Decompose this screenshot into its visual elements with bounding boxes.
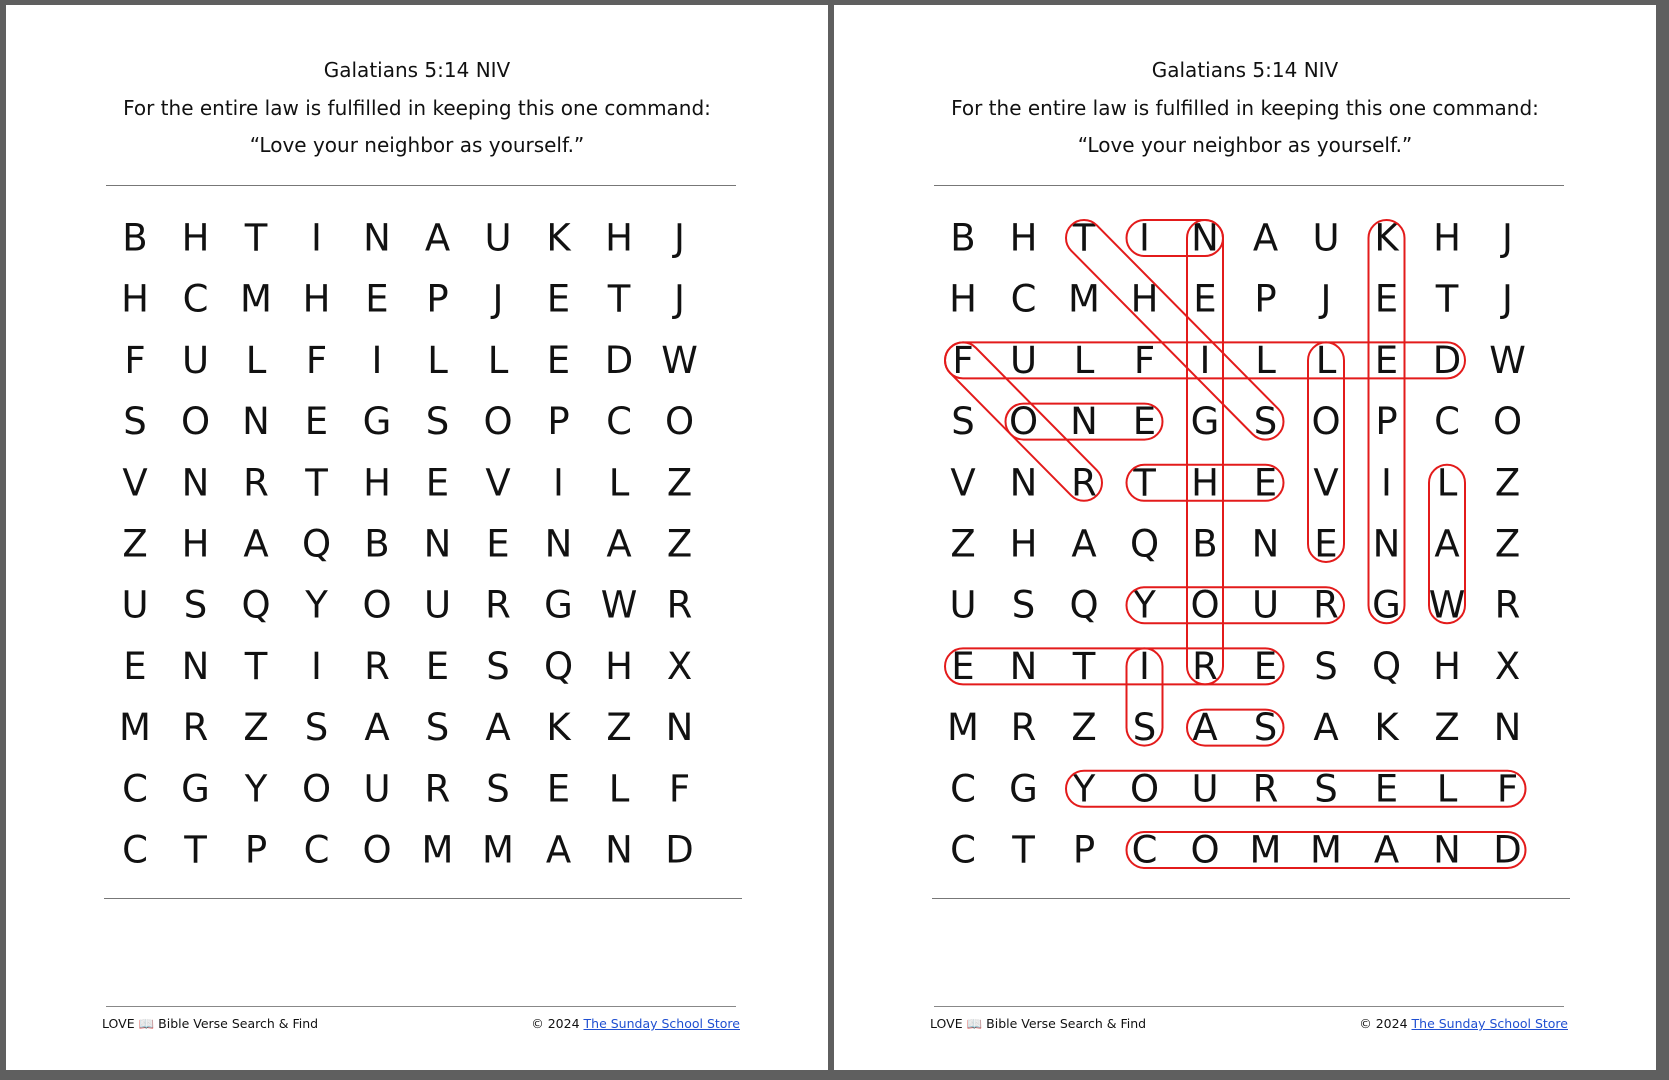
grid-letter: B	[122, 216, 148, 260]
grid-letter: O	[362, 583, 392, 627]
grid-letter: U	[1191, 767, 1219, 811]
grid-letter: G	[1372, 583, 1401, 627]
grid-letter: Y	[244, 767, 268, 811]
grid-letter: B	[1192, 522, 1218, 566]
grid-letter: H	[1009, 216, 1038, 260]
grid-letter: R	[424, 767, 451, 811]
grid-letter: H	[302, 277, 331, 321]
grid-letter: W	[600, 583, 638, 627]
grid-letter: N	[1070, 400, 1098, 444]
grid-letter: M	[1249, 828, 1282, 872]
grid-letter: G	[362, 400, 392, 444]
grid-letter: H	[949, 277, 977, 321]
grid-letter: R	[364, 644, 390, 688]
footer-title	[102, 1016, 318, 1032]
grid-letter: N	[181, 461, 210, 505]
grid-letter: C	[1010, 277, 1037, 321]
grid-letter: I	[1139, 216, 1150, 260]
grid-letter: Q	[1371, 644, 1402, 688]
grid-letter: N	[1251, 522, 1280, 566]
grid-letter: Z	[1494, 522, 1521, 566]
book-icon: 📖	[138, 1016, 155, 1031]
grid-letter: W	[661, 338, 698, 382]
grid-letter: E	[304, 400, 329, 444]
grid-letter: D	[1432, 338, 1462, 382]
grid-letter: G	[181, 767, 210, 811]
grid-letter: Q	[241, 583, 271, 627]
grid-letter: H	[1191, 461, 1219, 505]
grid-letter: N	[363, 216, 391, 260]
grid-letter: O	[1492, 400, 1523, 444]
grid-letter: S	[1011, 583, 1036, 627]
grid-letter: F	[305, 338, 328, 382]
grid-letter: L	[427, 338, 448, 382]
grid-letter: J	[674, 277, 685, 321]
grid-letter: R	[1071, 461, 1097, 505]
grid-letter: L	[608, 767, 630, 811]
footer-title-suffix: Bible Verse Search & Find	[986, 1016, 1147, 1031]
verse-text-line-1: For the entire law is fulfilled in keeping this one command:	[951, 96, 1539, 120]
grid-letter: I	[311, 216, 322, 260]
grid-letter: V	[122, 461, 148, 505]
bottom-divider	[104, 898, 742, 899]
footer-title-prefix: LOVE	[930, 1016, 963, 1031]
grid-letter: S	[1253, 400, 1278, 444]
footer-title-suffix: Bible Verse Search & Find	[158, 1016, 319, 1031]
grid-letter: N	[1433, 828, 1461, 872]
answer-grid	[834, 5, 1656, 1070]
grid-letter: A	[1313, 706, 1339, 750]
grid-letter: C	[950, 828, 976, 872]
grid-letter: F	[124, 338, 146, 382]
grid-letter: O	[301, 767, 332, 811]
grid-letter: R	[1313, 583, 1339, 627]
grid-letter: U	[1312, 216, 1340, 260]
grid-letter: G	[544, 583, 573, 627]
grid-letter: N	[423, 522, 452, 566]
puzzle-page	[6, 5, 828, 1070]
grid-letter: U	[363, 767, 391, 811]
grid-letter: E	[486, 522, 510, 566]
grid-letter: D	[665, 828, 694, 872]
grid-letter: M	[421, 828, 454, 872]
grid-letter: M	[1068, 277, 1100, 321]
grid-letter: C	[303, 828, 330, 872]
grid-letter: Z	[950, 522, 976, 566]
grid-letter: N	[544, 522, 573, 566]
grid-letter: E	[951, 644, 975, 688]
grid-letter: U	[121, 583, 149, 627]
grid-letter: A	[485, 706, 511, 750]
grid-letter: E	[123, 644, 147, 688]
grid-letter: E	[365, 277, 389, 321]
grid-letter: L	[1436, 461, 1458, 505]
verse-text-line-1: For the entire law is fulfilled in keeping this one command:	[123, 96, 711, 120]
grid-letter: H	[121, 277, 149, 321]
answer-highlight-entire	[945, 648, 1284, 684]
grid-letter: H	[1130, 277, 1159, 321]
grid-letter: F	[952, 338, 974, 382]
grid-letter: E	[1253, 644, 1278, 688]
grid-letter: V	[950, 461, 976, 505]
grid-letter: R	[485, 583, 511, 627]
grid-letter: C	[1434, 400, 1460, 444]
bottom-divider	[932, 898, 1570, 899]
grid-letter: X	[666, 644, 693, 688]
grid-letter: E	[1314, 522, 1338, 566]
grid-letter: R	[182, 706, 209, 750]
grid-letter: P	[426, 277, 449, 321]
verse-reference: Galatians 5:14 NIV	[1151, 58, 1339, 82]
grid-letter: N	[242, 400, 270, 444]
grid-letter: L	[1073, 338, 1095, 382]
grid-letter: Z	[1434, 706, 1460, 750]
grid-letter: L	[487, 338, 509, 382]
grid-letter: T	[244, 644, 268, 688]
grid-letter: Z	[666, 522, 693, 566]
grid-letter: H	[181, 522, 210, 566]
grid-letter: O	[664, 400, 695, 444]
grid-letter: T	[1012, 828, 1035, 872]
grid-letter: R	[1192, 644, 1218, 688]
grid-letter: D	[1493, 828, 1522, 872]
grid-letter: J	[1320, 277, 1332, 321]
grid-letter: C	[182, 277, 209, 321]
grid-letter: Q	[1129, 522, 1160, 566]
grid-letter: T	[1072, 644, 1096, 688]
grid-letter: E	[1253, 461, 1278, 505]
grid-letter: H	[363, 461, 391, 505]
grid-letter: P	[1375, 400, 1398, 444]
grid-letter: C	[122, 767, 148, 811]
grid-letter: Z	[606, 706, 632, 750]
grid-letter: L	[1315, 338, 1337, 382]
grid-letter: L	[608, 461, 630, 505]
grid-letter: U	[484, 216, 512, 260]
grid-letter: K	[1374, 706, 1399, 750]
grid-letter: A	[606, 522, 632, 566]
grid-letter: R	[243, 461, 269, 505]
grid-letter: K	[546, 706, 571, 750]
grid-letter: M	[1310, 828, 1342, 872]
grid-letter: Y	[1133, 583, 1156, 627]
grid-letter: G	[1009, 767, 1038, 811]
grid-letter: P	[1254, 277, 1277, 321]
grid-letter: A	[424, 216, 451, 260]
grid-letter: A	[1373, 828, 1400, 872]
grid-letter: T	[305, 461, 328, 505]
grid-letter: M	[119, 706, 151, 750]
grid-letter: N	[1191, 216, 1219, 260]
grid-letter: J	[492, 277, 504, 321]
grid-letter: S	[1132, 706, 1157, 750]
grid-letter: U	[423, 583, 452, 627]
grid-letter: E	[1374, 767, 1399, 811]
grid-letter: G	[1190, 400, 1220, 444]
grid-letter: C	[606, 400, 632, 444]
grid-letter: I	[371, 338, 383, 382]
grid-letter: V	[1313, 461, 1339, 505]
grid-letter: F	[1133, 338, 1156, 382]
grid-letter: Z	[666, 461, 693, 505]
grid-letter: E	[546, 767, 571, 811]
grid-letter: N	[665, 706, 694, 750]
grid-letter: N	[1493, 706, 1522, 750]
grid-letter: P	[244, 828, 268, 872]
grid-letter: O	[180, 400, 211, 444]
grid-letter: T	[184, 828, 207, 872]
grid-letter: S	[304, 706, 329, 750]
grid-letter: K	[1374, 216, 1399, 260]
verse-text-line-2: “Love your neighbor as yourself.”	[1077, 133, 1413, 157]
grid-letter: L	[1436, 767, 1458, 811]
grid-letter: C	[122, 828, 148, 872]
grid-letter: W	[1428, 583, 1466, 627]
grid-letter: E	[546, 338, 571, 382]
grid-letter: I	[311, 644, 322, 688]
grid-letter: Q	[301, 522, 332, 566]
grid-letter: S	[183, 583, 208, 627]
grid-letter: S	[951, 400, 975, 444]
grid-letter: Z	[243, 706, 269, 750]
book-icon: 📖	[966, 1016, 983, 1031]
grid-letter: P	[1072, 828, 1096, 872]
grid-letter: J	[674, 216, 685, 260]
grid-letter: K	[546, 216, 571, 260]
answer-highlight-your	[1127, 587, 1345, 623]
grid-letter: S	[123, 400, 147, 444]
verse-reference: Galatians 5:14 NIV	[323, 58, 511, 82]
grid-letter: U	[1009, 338, 1038, 382]
footer-copyright	[531, 1016, 740, 1031]
store-link[interactable]: The Sunday School Store	[1411, 1016, 1568, 1031]
grid-letter: T	[607, 277, 631, 321]
grid-letter: O	[1129, 767, 1160, 811]
grid-letter: L	[245, 338, 267, 382]
grid-letter: A	[243, 522, 269, 566]
footer-copyright	[1359, 1016, 1568, 1031]
grid-letter: A	[364, 706, 390, 750]
grid-letter: F	[668, 767, 691, 811]
grid-letter: S	[486, 767, 510, 811]
grid-letter: E	[425, 461, 450, 505]
store-link[interactable]: The Sunday School Store	[583, 1016, 740, 1031]
grid-letter: I	[1139, 644, 1150, 688]
grid-letter: R	[1494, 583, 1521, 627]
grid-letter: U	[949, 583, 977, 627]
grid-letter: H	[605, 644, 633, 688]
grid-letter: Y	[305, 583, 328, 627]
letter-grid	[6, 5, 828, 1070]
grid-letter: E	[546, 277, 571, 321]
grid-letter: E	[425, 644, 450, 688]
grid-letter: Z	[122, 522, 148, 566]
grid-letter: T	[1072, 216, 1096, 260]
grid-letter: O	[1190, 828, 1220, 872]
grid-letter: S	[1314, 767, 1338, 811]
grid-letter: W	[1489, 338, 1526, 382]
grid-letter: X	[1494, 644, 1521, 688]
grid-letter: S	[425, 706, 450, 750]
grid-letter: M	[947, 706, 979, 750]
grid-letter: N	[1372, 522, 1401, 566]
grid-letter: Z	[1071, 706, 1097, 750]
grid-letter: I	[1199, 338, 1211, 382]
grid-letter: S	[1253, 706, 1278, 750]
grid-letter: S	[486, 644, 510, 688]
grid-letter: C	[1131, 828, 1158, 872]
grid-letter: N	[181, 644, 210, 688]
grid-letter: E	[1132, 400, 1157, 444]
grid-letter: H	[181, 216, 210, 260]
grid-letter: O	[1311, 400, 1341, 444]
grid-letter: E	[1374, 338, 1399, 382]
grid-letter: J	[1502, 216, 1513, 260]
grid-letter: N	[605, 828, 633, 872]
grid-letter: P	[547, 400, 570, 444]
grid-letter: T	[1435, 277, 1459, 321]
grid-letter: I	[1381, 461, 1392, 505]
grid-letter: Q	[543, 644, 574, 688]
grid-letter: I	[553, 461, 564, 505]
grid-letter: C	[950, 767, 976, 811]
grid-letter: A	[1252, 216, 1279, 260]
grid-letter: F	[1496, 767, 1519, 811]
grid-letter: Z	[1494, 461, 1521, 505]
grid-letter: M	[240, 277, 272, 321]
footer-divider	[934, 1006, 1564, 1007]
footer-title-prefix: LOVE	[102, 1016, 135, 1031]
grid-letter: H	[605, 216, 633, 260]
grid-letter: B	[364, 522, 390, 566]
grid-letter: N	[1009, 644, 1038, 688]
grid-letter: S	[1314, 644, 1338, 688]
grid-letter: E	[1193, 277, 1217, 321]
footer-title	[930, 1016, 1146, 1032]
grid-letter: J	[1502, 277, 1513, 321]
grid-letter: A	[1434, 522, 1460, 566]
grid-letter: A	[545, 828, 572, 872]
grid-letter: R	[1252, 767, 1279, 811]
grid-letter: M	[482, 828, 514, 872]
grid-letter: O	[1008, 400, 1039, 444]
grid-letter: U	[1251, 583, 1280, 627]
grid-letter: D	[604, 338, 634, 382]
grid-letter: H	[1009, 522, 1038, 566]
grid-letter: O	[1190, 583, 1220, 627]
grid-letter: V	[485, 461, 511, 505]
verse-text-line-2: “Love your neighbor as yourself.”	[249, 133, 585, 157]
grid-letter: U	[181, 338, 210, 382]
grid-letter: B	[950, 216, 976, 260]
grid-letter: T	[1133, 461, 1156, 505]
grid-letter: H	[1433, 644, 1461, 688]
grid-letter: T	[244, 216, 268, 260]
grid-letter: O	[483, 400, 513, 444]
footer-divider	[106, 1006, 736, 1007]
grid-letter: A	[1192, 706, 1218, 750]
grid-letter: R	[666, 583, 693, 627]
grid-letter: E	[1374, 277, 1399, 321]
grid-letter: R	[1010, 706, 1037, 750]
copyright-text: © 2024	[531, 1016, 580, 1031]
answer-key-page	[834, 5, 1656, 1070]
grid-letter: O	[362, 828, 392, 872]
grid-letter: A	[1071, 522, 1097, 566]
grid-letter: N	[1009, 461, 1038, 505]
grid-letter: L	[1255, 338, 1276, 382]
grid-letter: Y	[1072, 767, 1096, 811]
grid-letter: Q	[1069, 583, 1099, 627]
grid-letter: H	[1433, 216, 1461, 260]
grid-letter: S	[425, 400, 450, 444]
copyright-text: © 2024	[1359, 1016, 1408, 1031]
